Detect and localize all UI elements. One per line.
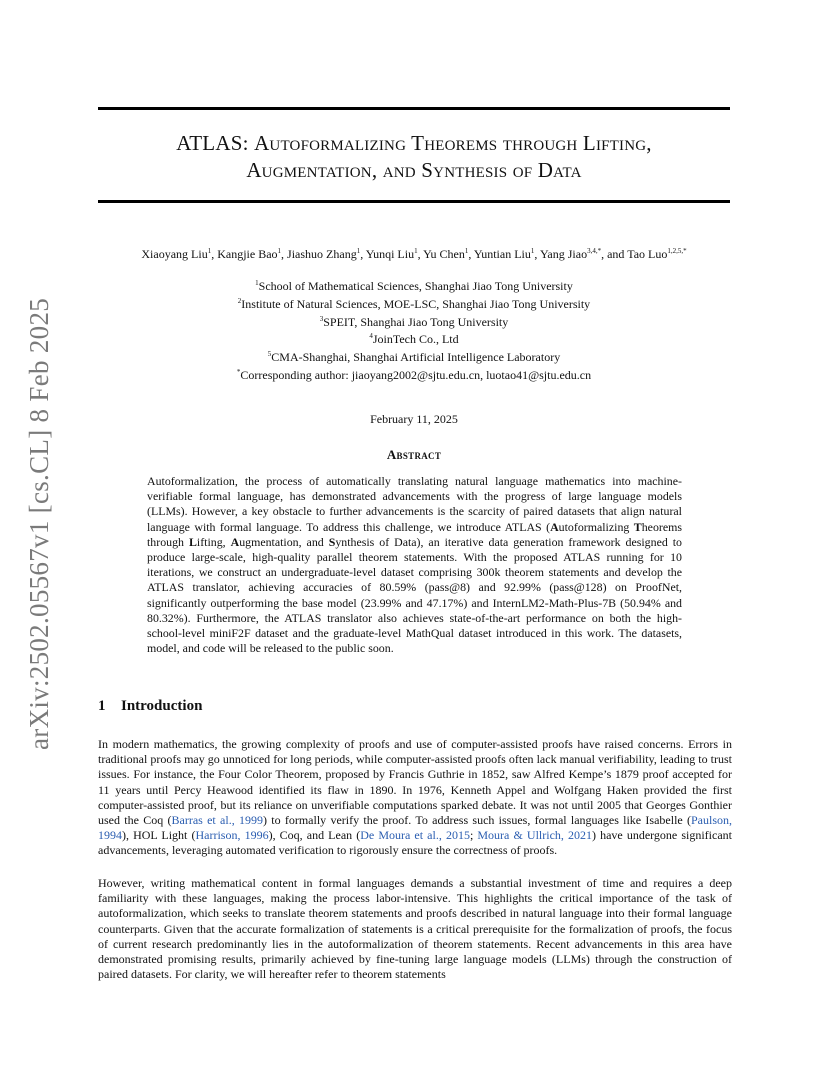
abstract-bold-letter: L [188,534,197,549]
author-affil-sup: 1 [464,247,469,255]
author-name: Yu Chen [423,247,465,261]
author-name: Yunqi Liu [365,247,415,261]
title-part2-smallcaps: Augmentation, and Synthesis of Data [246,158,582,182]
author-list: Xiaoyang Liu$^1$, Kangjie Bao$^1$, Jiashuo Zhang$^1$, Yunqi Liu$^1$, Yu Chen$^1$, Yuntian Liu$^1$, Yang Jiao$^{3,4,*}$, and Tao Luo$^{1,2,5,*}$ [141,247,687,261]
affil-sup: 5 [267,350,272,359]
author-affil-sup: 1 [356,247,361,255]
section-number: 1 [98,698,106,714]
author-affil-sup: 1 [530,247,535,255]
abstract-segment: Autoformalization, the process of automatically translating natural language mathematics into machine-verifiable formal language, has demonstrated advancements with the progress of large language models (LLMs). However, a key obstacle to further advancements is the scarcity of paired datasets that align natural language with formal language. To address this challenge, we introduce ATLAS ( [147,474,682,534]
abstract-bold-letter: A [550,519,559,534]
affil-text: Corresponding author: jiaoyang2002@sjtu.edu.cn, luotao41@sjtu.edu.cn [240,367,592,382]
affil-text: School of Mathematical Sciences, Shanghai Jiao Tong University [258,279,573,293]
title-part1-smallcaps: Autoformalizing Theorems through Lifting, [254,131,652,155]
affil-sup: 1 [255,279,259,287]
affiliation-item [98,294,730,312]
corresponding-author [98,365,730,383]
citation-link[interactable]: Moura & Ullrich, 2021 [477,828,592,843]
section-title: Introduction [121,698,203,714]
affil-sup: * [236,367,241,376]
affil-sup: 3 [319,314,324,323]
paragraph-segment: ) to formally verify the proof. To address such issues, formal languages like Isabelle ( [262,813,691,828]
paragraph-segment: In modern mathematics, the growing complexity of proofs and use of computer-assisted proofs have raised concerns. Errors in traditional proofs may go unnoticed for long periods, while computer-assisted proofs often lack manual verifiability, leading to trust issues. For instance, the Four Color Theorem, proposed by Francis Guthrie in 1852, saw Alfred Kempe’s 1879 proof accepted for 11 years until Percy Heawood identified its flaw in 1890. In 1976, Kenneth Appel and Wolfgang Haken provided the first computer-assisted proof, but its reliance on unverifiable computations sparked debate. It was not until 2005 that Georges Gonthier used the Coq ( [98,737,732,828]
abstract-bold-letter: T [633,519,642,534]
abstract-bold-letter: S [328,534,336,549]
author-affil-sup: 1 [277,247,282,255]
citation-link[interactable]: De Moura et al., 2015 [360,828,470,843]
abstract-segment: heorems through [147,519,683,549]
paragraph-segment: ) have undergone significant advancements, leveraging automated verification to rigorously ensure the correctness of proofs. [98,828,732,858]
title-rule-top [98,107,730,110]
author-affil-sup: 3,4,* [587,247,602,255]
author-affil-sup: 1,2,5,* [667,247,687,255]
intro-paragraph-1 [98,737,732,859]
abstract-bold-letter: A [230,534,240,549]
author-name: Yuntian Liu [473,247,531,261]
title-rule-bottom [98,200,730,203]
arxiv-stamp: arXiv:2502.05567v1 [cs.CL] 8 Feb 2025 [24,297,54,750]
author-name: Kangjie Bao [217,247,278,261]
affiliation-item [98,312,730,330]
paragraph-segment: ), HOL Light ( [122,828,196,843]
abstract-segment: ynthesis of Data), an iterative data generation framework designed to produce large-scale, high-quality parallel theorem statements. With the proposed ATLAS running for 10 iterations, we construct an undergraduate-level dataset comprising 300k theorem statements and develop the ATLAS translator, achieving accuracies of 80.59% (pass@8) and 92.99% (pass@128) on ProofNet, significantly outperforming the base model (23.99% and 47.17%) and InternLM2-Math-Plus-7B (50.94% and 80.32%). Furthermore, the ATLAS translator also achieves state-of-the-art performance on both the high-school-level miniF2F dataset and the graduate-level MathQual dataset introduced in this work. The datasets, model, and code will be released to the public soon. [147,534,683,656]
affil-sup: 4 [369,332,373,341]
citation-link[interactable]: Harrison, 1996 [195,828,269,843]
abstract-segment: ugmentation, and [239,534,329,549]
author-name: Jiashuo Zhang [287,247,357,261]
affiliation-item [98,276,730,294]
section-heading-introduction [98,698,202,715]
affil-text: Institute of Natural Sciences, MOE-LSC, Shanghai Jiao Tong University [241,296,591,311]
affil-sup: 2 [237,296,242,305]
affiliation-list [98,276,730,383]
abstract-segment: ifting, [196,534,231,549]
abstract-text [147,474,682,656]
affil-text: CMA-Shanghai, Shanghai Artificial Intelligence Laboratory [271,350,561,365]
author-name: Yang Jiao [539,247,588,261]
citation-link[interactable]: Barras et al., 1999 [171,813,263,828]
citation-link[interactable]: Paulson, 1994 [98,813,733,843]
abstract-heading: Abstract [386,447,442,462]
abstract-segment: utoformalizing [558,519,634,534]
intro-paragraph-2: However, writing mathematical content in formal languages demands a substantial investment of time and requires a deep familiarity with these languages, making the process labor-intensive. This highlights the critical importance of the task of autoformalization, which seeks to translate theorem statements and proofs described in natural language into their formal language counterparts. Given that the accurate formalization of statements is a critical prerequisite for the formalization of proofs, the focus of current research predominantly lies in the autoformalization of theorem statements. Recent advancements in this area have demonstrated promising results, primarily achieved by fine-tuning large language models (LLMs) through the construction of paired datasets. For clarity, we will hereafter refer to theorem statements [98,876,732,982]
title-part1-plain: ATLAS: [176,131,255,155]
paper-title [98,130,730,184]
author-affil-sup: 1 [207,247,212,255]
paragraph-segment: ), Coq, and Lean ( [268,828,361,843]
affil-text: JoinTech Co., Ltd [372,332,459,347]
authors-and: and [607,247,625,261]
paragraph-segment: ; [469,828,478,843]
affil-text: SPEIT, Shanghai Jiao Tong University [323,314,509,329]
author-affil-sup: 1 [414,247,418,255]
affiliation-item [98,347,730,365]
author-name: Tao Luo [627,247,668,261]
affiliation-item [98,329,730,347]
author-name: Xiaoyang Liu [141,247,208,261]
paper-date: February 11, 2025 [370,412,458,426]
